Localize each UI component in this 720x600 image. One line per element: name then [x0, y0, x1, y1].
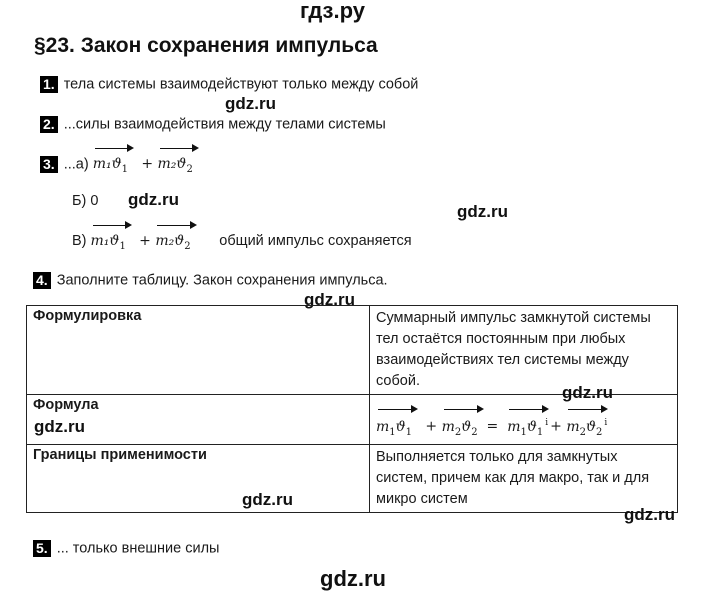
vector-arrow-icon: $m_1ϑ_1$ [90, 233, 126, 252]
table-value: Выполняется только для замкнутых систем, причем как для макро, так и для микро систем [370, 445, 678, 513]
site-title: гдз.ру [300, 0, 365, 23]
vector-arrow-icon: $m_1ϑ_1$ [376, 417, 412, 443]
watermark: gdz.ru [562, 383, 613, 402]
item-3 [40, 156, 193, 175]
table-label: Границы применимости [27, 445, 370, 513]
item-text: тела системы взаимодействуют только между собой [63, 76, 419, 93]
table-label: Формулировка [27, 306, 370, 395]
vector-arrow-icon: $m_1ϑ_1$ [507, 417, 543, 443]
item-3v: В) $m_1ϑ_1$ + $m_2ϑ_2$ общий импульс сохраняется [72, 233, 412, 252]
item-4 [33, 272, 388, 289]
section-title: §23. Закон сохранения импульса [34, 34, 378, 57]
vector-arrow-icon: $m_1ϑ_1$ [92, 156, 128, 176]
item-prefix: ...а) [63, 156, 89, 173]
item-number: 3. [40, 156, 58, 173]
item-number: 2. [40, 116, 58, 133]
item-number: 4. [33, 272, 51, 289]
watermark: gdz.ru [457, 202, 508, 221]
table-value: Суммарный импульс замкнутой системы тел остаётся постоянным при любых взаимодействиях тел системы между собой. [370, 306, 678, 395]
item-number: 5. [33, 540, 51, 557]
item-1 [40, 76, 418, 93]
vector-arrow-icon: $m_2ϑ_2$ [566, 417, 602, 443]
item-5 [33, 540, 219, 557]
vector-arrow-icon: $m_2ϑ_2$ [155, 233, 191, 252]
watermark: gdz.ru [225, 94, 276, 113]
watermark: gdz.ru [624, 505, 675, 524]
watermark: gdz.ru [304, 290, 355, 309]
conservation-table [26, 305, 678, 513]
vector-arrow-icon: $m_2ϑ_2$ [442, 417, 478, 443]
watermark: gdz.ru [242, 490, 293, 509]
watermark: gdz.ru [34, 417, 85, 436]
table-formula [370, 395, 678, 445]
table-row [27, 306, 678, 395]
item-number: 1. [40, 76, 58, 93]
momentum-expression: $m_1ϑ_1$ + $m_2ϑ_2$ [92, 156, 193, 176]
footer-watermark: gdz.ru [320, 566, 386, 591]
item-note: общий импульс сохраняется [219, 233, 412, 249]
table-row [27, 445, 678, 513]
momentum-expression: $m_1ϑ_1$ + $m_2ϑ_2$ [90, 233, 191, 252]
watermark: gdz.ru [128, 190, 179, 209]
table-label: Формула [27, 395, 370, 445]
vector-arrow-icon: $m_2ϑ_2$ [157, 156, 193, 176]
conservation-formula: $m_1ϑ_1$ + $m_2ϑ_2 = m_1ϑ_1^i + m_2ϑ_2^i$ [376, 413, 671, 442]
item-text: Заполните таблицу. Закон сохранения импульса. [56, 272, 388, 289]
item-text: ... только внешние силы [56, 540, 220, 557]
item-2 [40, 116, 386, 133]
item-text: ...силы взаимодействия между телами системы [63, 116, 386, 133]
item-3b: Б) 0 [72, 193, 99, 209]
